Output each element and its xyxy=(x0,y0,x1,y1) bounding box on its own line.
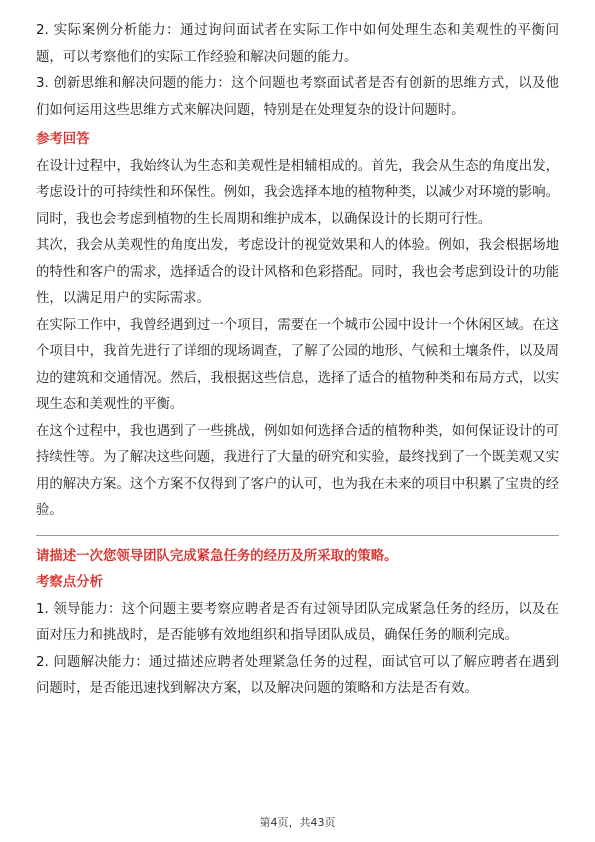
page-footer: 第4页，共43页 xyxy=(259,816,336,829)
analysis-point-3: 3. 创新思维和解决问题的能力：这个问题也考察面试者是否有创新的思维方式，以及他们如何运用这些思维方式来解决问题，特别是在处理复杂的设计问题时。 xyxy=(36,76,559,118)
answer-paragraph-2: 其次，我会从美观性的角度出发，考虑设计的视觉效果和人的体验。例如，我会根据场地的特性和客户的需求，选择适合的设计风格和色彩搭配。同时，我也会考虑到设计的功能性，以满足用户的实际需求。 xyxy=(36,238,559,306)
question-title: 请描述一次您领导团队完成紧急任务的经历及所采取的策略。 xyxy=(36,548,398,564)
analysis-heading: 考察点分析 xyxy=(36,575,103,590)
answer-paragraph-3: 在实际工作中，我曾经遇到过一个项目，需要在一个城市公园中设计一个休闲区域。在这个项目中，我首先进行了详细的现场调查，了解了公园的地形、气候和土壤条件，以及周边的建筑和交通情况。然后，我根据这些信息，选择了适合的植物种类和布局方式，以实现生态和美观性的平衡。 xyxy=(36,317,559,412)
question-point-2: 2. 问题解决能力：通过描述应聘者处理紧急任务的过程，面试官可以了解应聘者在遇到问题时，是否能迅速找到解决方案，以及解决问题的策略和方法是否有效。 xyxy=(36,654,559,696)
section-divider xyxy=(36,535,559,536)
answer-paragraph-4: 在这个过程中，我也遇到了一些挑战，例如如何选择合适的植物种类，如何保证设计的可持续性等。为了解决这些问题，我进行了大量的研究和实验，最终找到了一个既美观又实用的解决方案。这个方案不仅得到了客户的认可，也为我在未来的项目中积累了宝贵的经验。 xyxy=(36,423,559,518)
reference-answer-heading: 参考回答 xyxy=(36,132,90,147)
analysis-point-2: 2. 实际案例分析能力：通过询问面试者在实际工作中如何处理生态和美观性的平衡问题，可以考察他们的实际工作经验和解决问题的能力。 xyxy=(36,23,559,65)
answer-paragraph-1: 在设计过程中，我始终认为生态和美观性是相辅相成的。首先，我会从生态的角度出发，考虑设计的可持续性和环保性。例如，我会选择本地的植物种类，以减少对环境的影响。同时，我也会考虑到植物的生长周期和维护成本，以确保设计的长期可行性。 xyxy=(36,158,559,227)
question-point-1: 1. 领导能力：这个问题主要考察应聘者是否有过领导团队完成紧急任务的经历，以及在面对压力和挑战时，是否能够有效地组织和指导团队成员，确保任务的顺利完成。 xyxy=(36,601,559,643)
document-body xyxy=(36,18,559,703)
